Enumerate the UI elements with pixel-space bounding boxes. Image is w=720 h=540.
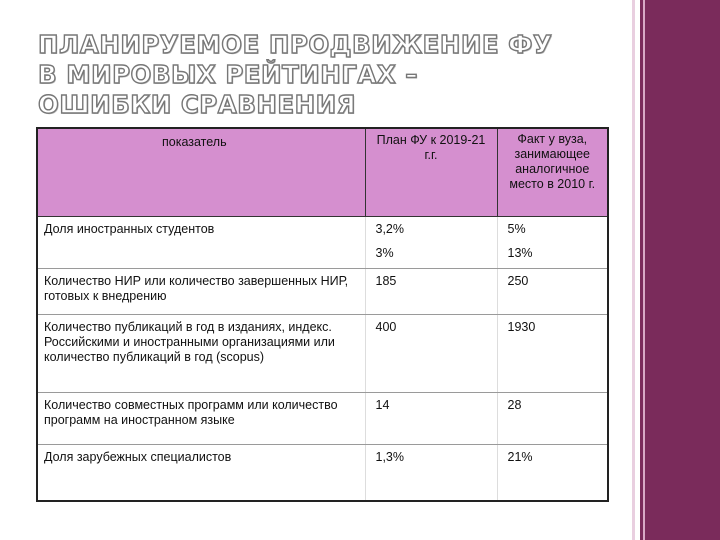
- decor-band-line: [643, 0, 645, 540]
- indicator-cell: Доля иностранных студентов: [37, 216, 365, 268]
- plan-cell: 14: [365, 392, 497, 444]
- table-row: [37, 314, 608, 392]
- fact-cell: [497, 216, 608, 268]
- indicator-cell: Количество совместных программ или количество программ на иностранном языке: [37, 392, 365, 444]
- fact-cell: 1930: [497, 314, 608, 392]
- plan-value: 3,2%: [375, 221, 404, 236]
- table-row: [37, 268, 608, 314]
- plan-cell: [365, 216, 497, 268]
- fact-value: 5%: [507, 221, 526, 236]
- plan-cell: 185: [365, 268, 497, 314]
- indicator-cell: Количество публикаций в год в изданиях, индекс. Российскими и иностранными организациями или количество публикаций в год (scopus): [37, 314, 365, 392]
- fact-cell: 21%: [497, 444, 608, 501]
- decor-band-edge: [632, 0, 635, 540]
- table-row: [37, 444, 608, 501]
- header-indicator: показатель: [37, 128, 365, 216]
- slide-title: ПЛАНИРУЕМОЕ ПРОДВИЖЕНИЕ ФУ В МИРОВЫХ РЕЙТИНГАХ – ОШИБКИ СРАВНЕНИЯ: [38, 30, 553, 119]
- table-row: [37, 392, 608, 444]
- comparison-table: [36, 127, 609, 502]
- fact-cell: 250: [497, 268, 608, 314]
- table-header-row: [37, 128, 608, 216]
- fact-cell: 28: [497, 392, 608, 444]
- indicator-cell: Количество НИР или количество завершенных НИР, готовых к внедрению: [37, 268, 365, 314]
- decor-band: [640, 0, 720, 540]
- header-fact: Факт у вуза, занимающее аналогичное место в 2010 г.: [497, 128, 608, 216]
- header-plan: План ФУ к 2019-21 г.г.: [365, 128, 497, 216]
- plan-value: 3%: [375, 245, 394, 260]
- plan-cell: 1,3%: [365, 444, 497, 501]
- plan-cell: 400: [365, 314, 497, 392]
- indicator-cell: Доля зарубежных специалистов: [37, 444, 365, 501]
- table-row: [37, 216, 608, 268]
- fact-value: 13%: [507, 245, 533, 260]
